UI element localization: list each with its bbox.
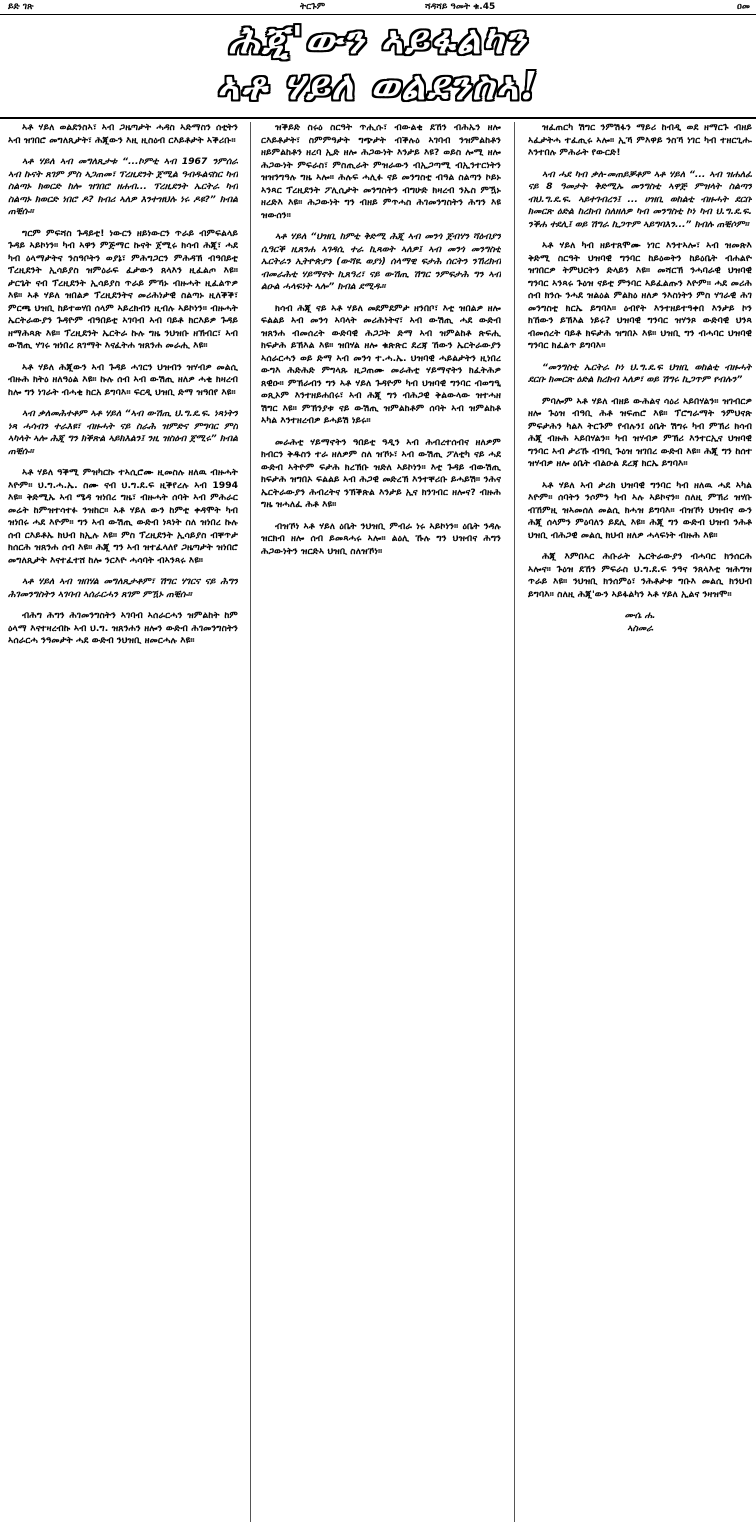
article-paragraph: ኣቶ ሃይለ ኣብ ታሪክ ህዝባዊ ግንባር ካብ ዘለዉ ሓደ ኣካል እዮም። ሰባትን ንሶምን ካብ ኣሉ ኣይኮናን። ስለዚ ምኽሪ ዝሃቡ ብኸምዚ ዝኣመሰለ መልሲ ክሓዝ ይግባእ። ብዝኾነ ህዝብና ውን ሕጂ ሰላምን ምዕባለን ይደሊ እዩ። ሕጂ ግን ውድብ ህዝብ ንሕቶ ህዝቢ ብሕጋዊ መልሲ ክህብ ዘለዎ ሓላፍነት ብዙሕ እዩ። (528, 479, 752, 541)
header-section: ትርጉም (300, 2, 326, 12)
article-paragraph: መራሕቲ ሃይማኖትን ዓበይቲ ዓዲን ኣብ ሕብረተሰብና ዘለዎም ክብርን ቅዱስን ተራ ዘለዎም ስለ ዝኾኑ፣ ኣብ ውሽጢ ፖለቲካ ናይ ሓደ ውድብ ኣትዮም ፍታሕ ክረኽቡ ዝድለ ኣይኮነን። እቲ ጉዳይ ብውሽጢ ክፍታሕ ዝግበኦ ፍልልይ ኣብ ሕጋዊ መድረኽ እንተቐሪቡ ይሓይሽ። ንሕና ኤርትራውያን ሕብረትና ንኽቕጽል እንታይ ኢና ክንገብር ዘሎና? ብዙሕ ግዜ ዝሓለፈ ሕቶ እዩ። (261, 436, 501, 510)
article-paragraph: ግርም ምፍሻስ ጉዳይቲ! ነውርን ዘይነውርን ጥራይ ብምፍልላይ ጉዳይ ኣይኮነን። ካብ ኣዋን ምጅማር ኩናት ጀሚሩ ክሳብ ሕጂ፣ ሓደ ካብ ዕላማታትና ንስዓቦትን ወያኔ፣ ምሕግጋርን ምሕዳኽ ብዓበይቲ ፕረዚደንት ኢሳይያስ ዝምዕራፍ ፈታውን ጸላእን ዚፈልጦ እዩ። ታርጌት ናብ ፕረዚደንት ኢሳይያስ ጥራይ ምኻኑ ብዙሓት ዚፈልጥዎ እዩ። ኣቶ ሃይለ ዝበልዎ ፕረዚደንትና መሪሕነታዊ ስልጣኑ ዚለቕቕ፣ ምርጫ ህዝቢ ከይተወሃበ ሰላም ኣይረክብን ዚብሉ ኣይኮነን። ብዙሓት ኤርትራውያን ጉዳዮም ብዓበይቲ ኣገባብ ኣብ ባይቶ ክርእይዎ ጉዳይ ዘማሕጻጽ እዩ። ፕረዚደንት ኤርትራ ኩሉ ግዜ ንህዝቡ ዘኽብር፣ ኣብ ውሽጢ ሃገሩ ዝነበረ ጸገማት እናፈትሐ ዝጸንሐ መራሒ እዩ። (8, 227, 238, 351)
article-paragraph: ክሳብ ሕጂ ናይ ኣቶ ሃይለ መደምደምታ ዘንበቦ፣ እቲ ዝበልዎ ዘሎ ፍልልይ ኣብ መንጎ ኣባላት መሪሕነትና፣ ኣብ ውሽጢ ሓደ ውድብ ዝጸንሐ ብመሰረት ውድባዊ ሕጋጋት ድማ ኣብ ዝምልከቶ ጽፍሒ ክፍታሕ ይኽእል እዩ። ዝበሃል ዘሎ ቁጽጽር ደረጃ ኸውን ኤርትራውያን ኣሰራርሓን ወይ ድማ ኣብ መንጎ ተ.ሓ.ኤ. ህዝባዊ ሓይልታትን ዚነበረ ውግእ ሕድሕድ ምግላጹ ዚጋጠሙ መራሕቲ ሃይማኖትን ክፈትሕዎ ጸዊዑ። ምኽራብን ግን ኣቶ ሃይለ ጉዳዮም ካብ ህዝባዊ ግንባር ብወግዒ ወጺኦም እንተዘይሐበሩ፣ ኣብ ሕጂ ግን ብሕጋዊ ቅልውላው ዝተሓዘ ሽግር እዩ። ምኽንያቱ ናይ ውሽጢ ዝምልከቶም ሰባት ኣብ ዝምልከቶ ኣካል እንተዘረብዎ ይሓይሽ ነይሩ። (261, 302, 501, 426)
article-column-1 (8, 122, 238, 1522)
article-paragraph: ኣቶ ሃይለ ሕጂውን ኣብ ጉዳይ ሓገርን ህዝብን ዝሃብዎ መልሲ ብዙሕ ክትዕ ዘለዓዕል እዩ። ኩሉ ሰብ ኣብ ውሽጢ ዘለዎ ሓቂ ክዛረብ ከሎ ግን ነገራት ብሓቂ ክርአ ይግባእ። ፍርዲ ህዝቢ ድማ ዝዓበየ እዩ። (8, 361, 238, 398)
article-paragraph: ምባሎም ኣቶ ሃይለ ብዘይ ውሕልና ሳዕሪ ኣይበሃልን። ዝገብርዎ ዘሎ ጉዕዝ ብዓቢ ሕቶ ዝፍጠሮ እዩ። ፕሮግራማት ንምህናጽ ምፍታሕን ካልእ ትርጉም የብሉን፤ ዕቤት ሽግሩ ካብ ምኽሪ ክሳብ ሕጂ ብዙሕ ኣይበሃልን። ካብ ዝሃብዎ ምኽሪ እንተርኢና ህዝባዊ ግንባር ኣብ ታሪኹ ብዓቢ ጉዕዝ ዝገበረ ውድብ እዩ። ሕጂ ግን ከሰተ ዝሃብዎ ዘሎ ዕቤት ብልዑል ደረጃ ክርኤ ይግባእ። (528, 395, 752, 469)
article-paragraph: ብዝኾነ ኣቶ ሃይለ ዕቤት ንህዝቢ ምብራ ነሩ ኣይኮነን። ዕቤት ንዳሉ ዝርክብ ዘሎ ሰብ ይመጻሓሩ ኣሎ። ልዕሊ ኹሉ ግን ህዝብና ሕግን ሕጋውነትን ዝርድኣ ህዝቢ ስለዝኾነ። (261, 520, 501, 557)
header-issue: ሻዳሻይ ዓመት ቁ.45 (425, 2, 496, 12)
header-left: ይድ ገጽ (8, 2, 34, 12)
headline-line-2: ኣቶ ሃይለ ወልደንስኣ! (217, 63, 539, 108)
article-paragraph: “መንግስቲ ኤርትራ ኮነ ህ.ግ.ደ.ፍ ህዝቢ ወከልቲ ብዙሓት ደርቡ ክመርጽ ዕድል ክረክብ ኣለዎ፣ ወይ ሽግሩ ኪጋጥም የብሉን” (528, 361, 752, 385)
headline-line-1: ሕጂ'ውን ኣይፋልካን (228, 17, 528, 62)
article-paragraph: ኣቶ ሃይለ ወልደንስኣ፣ ኣብ ጋዜጣታት ሓዳስ ኣድማስን ሰቲትን ኣብ ዝገበሮ መግለጺታት፣ ሕጂውን እዚ ዚስዕብ ርእይቶታት ኣቕሪቡ። (8, 122, 238, 146)
article-paragraph: ዝፈጠርካ ሽግር ንምሽፋን ማይሪ ከብዲ ወደ ዘማርጉ ብዘይ ኣፈታትሓ ተፈጢሩ ኣሎ። ኢኻ ምእዋይ ንስኻ ነገር ካብ ተዘርጊሑ እንተበሉ ምሕራት የውርድ! (528, 122, 752, 158)
article-paragraph: ብሕግ ሕግን ሕገመንግስትን ኣገባብ ኣሰራርሓን ዝምልከት ከም ዕላማ እናተዛረብኩ ኣብ ህ.ግ. ዝጸንሐን ዘሎን ውድብ ሕገመንግስትን ኣሰራርሓ ንዓመታት ሓደ ውድብ ንህዝቢ ዘመርሓሉ እዩ። (8, 610, 238, 646)
column-divider (250, 122, 251, 1522)
article-paragraph: ኣቶ ሃይለ ዓቕሚ ምዝካርኩ ተኣሲሮሙ ዚመስሉ ዘለዉ ብዙሓት እዮም። ህ.ግ.ሓ.ኤ. ስሙ ናብ ህ.ግ.ደ.ፍ ዚቕየረሉ ኣብ 1994 እዩ። ቅድሚኡ ኣብ ሜዳ ዝነበረ ግዜ፣ ብዙሓት ሰባት ኣብ ምሕራር መሬት ከምዝተሳተፉ ንዝከር። ኣቶ ሃይለ ውን ከምቲ ቀዳሞት ካብ ዝነበሩ ሓደ እዮም። ግን ኣብ ውሽጢ ውድብ ነጻነት ስለ ዝነበረ ኩሉ ሰብ ርእይቶኡ ክህብ ክኢሉ እዩ። ምስ ፕረዚደንት ኢሳይያስ ብቐጥታ ክሰርሕ ዝጸንሐ ሰብ እዩ። ሕጂ ግን ኣብ ዝተፈላለየ ጋዜጣታት ዝነበሮ መግለጺታት እናተፈተሸ ከሎ ንርእዮ ሓሳባት ብኣንጻሩ እዩ። (8, 467, 238, 566)
article-paragraph: ሕጂ እምበኣር ሕቡራት ኤርትራውያን ብሓባር ክንሰርሕ ኣሎና። ጉዕዝ ደኸን ምፍራስ ህ.ግ.ደ.ፍ ንዓና ንጸላእቲ ዝሕግዝ ጥራይ እዩ። ንህዝቢ ክንሰምዕ፣ ንሕቶታቱ ግቡእ መልሲ ክንህብ ይግባእ። ስለዚ ሕጂ'ውን ኣይፋልካን ኣቶ ሃይለ ኢልና ንዛዝሞ። (528, 551, 752, 600)
byline: ኣስመራ (627, 622, 653, 634)
page-header (0, 0, 756, 15)
article-column-2 (261, 122, 501, 1522)
article-column-3 (528, 122, 752, 1522)
article-paragraph: ኣቶ ሃይለ ኣብ ዝበሃል መግለጺታቶም፣ ሽግር ሃገርና ናይ ሕግን ሕገመንግስትን ኣገባብ ኣሰራርሓን ጸገም ምዃኑ ጠቒሱ። (8, 576, 238, 600)
article-paragraph: ኣቶ ሃይለ ኣብ መግለጺታቱ “...ኮምቲ ኣብ 1967 ንምሰራ ኣብ ኩናት ጸገም ምስ ኣጋጠመ፣ ፕረዚደንት ጀሚል ዓብዱልናስር ካብ ስልጣኑ ክወርድ ከሎ ዝገበሮ ዘሐብ... ፕረዚደንት ኤርትራ ካብ ስልጣኑ ክወርድ ነበሮ ዶ? ክብሪ ኣለዎ እንተዝህሉ ነሩ ዶዩ?” ክብል ጠቒሱ። (8, 156, 238, 217)
article-paragraph: ዝቕይድ ስሩዕ ስርዓት ጥሒሱ፣ ብውልቂ ደኸን ብሕኡን ዘሎ ርእይቶታት፣ ስምምዓታት ግጭታት ብቕሉዕ ኣገባብ ንዝምልከቶን ዘይምልከቶን ዘረባ ኢድ ዘሎ ሕጋውነት እንታይ እዩ? ወይስ ሎሚ ዘሎ ሕጋውነት ምፍራስ፣ ምስጢራት ምዝራውን ብኢጋጣሚ ብኢንተርነትን ዝዝንግዓሉ ግዜ ኣሎ። ሕሉፍ ሓሊፉ ናይ መንግስቲ ብዓል ስልጣን ኮይኑ ኣንጻር ፕረዚደንት ፖሊሲታት መንግስትን ብግሁድ ክዛረብ ንኡስ ምዃኑ ዘረድእ እዩ። ሕጋውነት ግን ብዘይ ምጥሓስ ሕገመንግስትን ሕግን እዩ ዝውሰን። (261, 122, 501, 221)
byline: ሙሴ ሐ. (624, 610, 656, 621)
article-paragraph: ኣቶ ሃይለ ካብ ዘይተጸሞሙ ነገር እንተኣሎ፣ ኣብ ዝመጽእ ቅድሚ ስርዓት ህዝባዊ ግንባር ከይዕወትን ከይዕቤት ብሐልዮ ዝገበርዎ ትምህርትን ድላይን እዩ። መሻርኽ ንሓባራዊ ህዝባዊ ግንባር ኣንጻሩ ጉዕዝ ናይቲ ምንባር ኣይፈልጡን እዮም። ሓደ መሪሕ ሰብ ክንሱ ንሓደ ዝልዕል ምልክዕ ዘለዎ ንእስነትን ምስ ሃገራዊ ሕገ መንግስቲ ክርኤ ይግባእ። ዕብየት እንተዘይተዓቀበ እንታይ ኮን ክኸውን ይኽእል ነይሩ? ህዝባዊ ግንባር ዝሃንጾ ውድባዊ ህንጻ ብመሰረት ባይቶ ክፍታሕ ዝግበኦ እዩ። ህዝቢ ግን ብሓባር ህዝባዊ ግንባር ክፈልጥ ይግባእ። (528, 240, 752, 351)
header-right: ዐመ (737, 2, 750, 12)
article-paragraph: ኣብ ቃለመሕተቶም ኣቶ ሃይለ “ኣብ ውሽጢ ህ.ግ.ደ.ፍ. ነጻነትን ነጻ ሓሳብን ተራእዩ፣ ብዙሓት ናይ ስራሕ ዝምድና ምግባር ምስ ኣካላት ኣሎ ሕጂ ግን ክቕጽል ኣይክእልን፤ ንዚ ዝስዕብ ጀሚሩ” ክብል ጠቒሱ። (8, 408, 238, 457)
headline (6, 17, 750, 113)
article-paragraph: ኣብ ሓደ ካብ ቃለ-መጠይቓቶም ኣቶ ሃይለ “... ኣብ ዝሐለፈ ናይ 8 ዓመታት ቅድሚኡ መንግስቲ ኣዋጅ ምዝላት ስልጣን ብህ.ግ.ደ.ፍ. ኣይተገብረን፤ ... ሀዝቢ ወከልቲ ብዙሓት ደርቡ ክመርጽ ዕድል ከረክብ ስለዘለዎ ካብ መንግስቲ ኮነ ካብ ህ.ግ.ደ.ፍ. ንቕሐ ተደሊ፤ ወይ ሽግራ ኪጋጥም ኣይግባእን...” ክብሉ ጠቒሶም። (528, 168, 752, 230)
column-divider (514, 122, 515, 1522)
article-paragraph: ኣቶ ሃይለ “ህዝቢ ከምቲ ቅድሚ ሕጂ ኣብ መንጎ ጀብሃን ሻዕብያን ሲዓርቕ ዚጸንሐ ኣገዳሲ ተራ ኪጻወት ኣለዎ፤ ኣብ መንጎ መንግስቲ ኤርትራን ኢትዮጵያን (ውሻዪ ወያነ) ሰላማዊ ፍታሕ ሰርትን ንኸረክብ ብመራሕቲ ሃይማኖት ኪጸዓረ፣ ናይ ውሽጢ ሽግር ንምፍታሕ ግን ኣብ ልዑል ሓላፍነት ኣሎ” ክብል ደሚዱ። (261, 231, 501, 292)
headline-rule (0, 117, 756, 119)
